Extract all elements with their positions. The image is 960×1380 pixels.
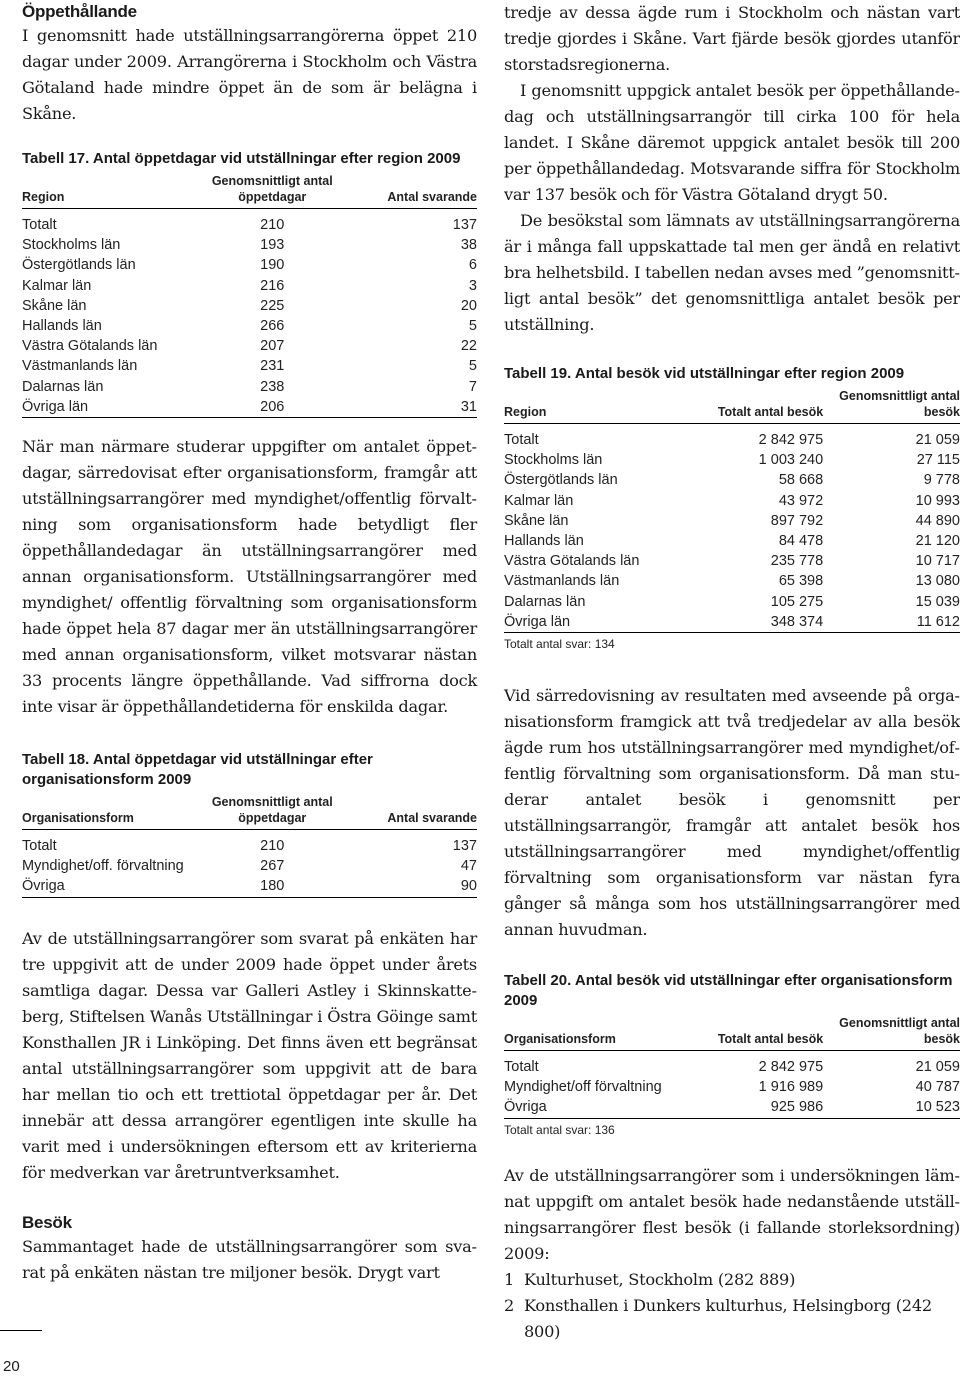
paragraph-average-visits: I genomsnitt uppgick antalet besök per öppethållandedag och utställningsarrangör till cirka 100 för hela landet. I Skåne däremot uppgick antalet besök till 200 per öppethållandedag. Motsvarande siffra för Stockholm var 137 besök och för Västra Götaland drygt 50. <box>504 81 960 204</box>
table-row <box>22 336 477 356</box>
table-18-caption: Tabell 18. Antal öppetdagar vid utställningar efter organisationsform 2009 <box>22 751 373 789</box>
table-cell: Västmanlands län <box>22 358 138 375</box>
table-row <box>22 377 477 397</box>
table-17-grid <box>22 173 477 418</box>
table-18-body <box>22 830 477 898</box>
table-cell: 180 <box>204 876 341 897</box>
ranking-item <box>504 1267 960 1293</box>
right-column <box>504 0 960 1345</box>
ranking-number: 2 <box>504 1295 515 1315</box>
table-cell: 13 080 <box>915 573 960 590</box>
page-number: 20 <box>3 1358 20 1375</box>
table-20-body <box>504 1051 960 1119</box>
table-cell: Myndighet/off. förvaltning <box>22 858 184 875</box>
table-cell: 7 <box>468 378 477 395</box>
table-header-cell: Region <box>22 173 204 209</box>
table-17-caption: Tabell 17. Antal öppetdagar vid utställningar efter region 2009 <box>22 150 461 167</box>
table-cell: 90 <box>341 876 478 897</box>
table-cell: 231 <box>260 358 285 375</box>
table-19-grid <box>504 388 960 633</box>
table-cell: Skåne län <box>504 512 569 529</box>
table-row <box>22 296 477 316</box>
ranking-text: Konsthallen i Dunkers kulturhus, Helsingborg (242 800) <box>524 1295 932 1341</box>
table-cell: 210 <box>260 217 285 233</box>
paragraph-organisation-split: Vid särredovisning av resultaten med avseende på organisationsform framgick att två tredjedelar av alla besök ägde rum hos utställningsarrangörer med myndighet/offentlig förvaltning som organisationsform. Då man studerar antalet besök i genomsnitt per utställningsarrangör, framgår att antalet besök hos utställningsarrangörer med myndighet/offentlig förvaltning som organisationsform var nästan fyra gånger så många som hos utställningsarrangörer med annan huvudman. <box>504 686 960 940</box>
table-row <box>22 397 477 418</box>
paragraph-opening: I genomsnitt hade utställningsarrangörerna öppet 210 dagar under 2009. Arrangörerna i Stockholm och Västra Götaland hade mindre öppet än de som är belägna i Skåne. <box>22 26 477 123</box>
paragraph-continued: tredje av dessa ägde rum i Stockholm och nästan vart tredje gjordes i Skåne. Vart fjärde besök gjordes utanför storstadsregionerna. <box>504 3 960 74</box>
paragraph-estimates: De besökstal som lämnats av utställningsarrangörerna är i många fall uppskattade tal men ger ändå en relativt bra helhetsbild. I tabellen nedan avses med ”genomsnittligt antal besök” det genomsnittliga antalet besök per utställning. <box>504 211 960 334</box>
section-heading-besok: Besök <box>22 1212 72 1232</box>
table-cell: 22 <box>460 338 477 355</box>
table-17 <box>22 149 477 418</box>
table-cell: 5 <box>468 358 477 375</box>
table-cell: Övriga <box>504 1097 686 1118</box>
table-cell: 266 <box>260 318 285 335</box>
table-row <box>22 356 477 376</box>
table-20 <box>504 971 960 1139</box>
table-cell: 21 059 <box>915 432 960 448</box>
table-row <box>22 276 477 296</box>
table-cell: 238 <box>260 378 285 395</box>
table-row <box>504 424 960 451</box>
ranking-item <box>504 1293 960 1345</box>
table-cell: 225 <box>260 297 285 314</box>
table-18-grid <box>22 794 477 898</box>
table-20-caption: Tabell 20. Antal besök vid utställningar efter organisationsform 2009 <box>504 972 953 1010</box>
table-cell: 6 <box>468 257 477 274</box>
table-cell: Västra Götalands län <box>504 553 640 570</box>
table-header-cell: Totalt antal besök <box>686 1015 823 1051</box>
table-row <box>504 612 960 633</box>
table-cell: 27 115 <box>916 452 960 469</box>
table-cell: 216 <box>260 277 285 294</box>
table-cell: 897 792 <box>770 512 824 529</box>
table-header-cell: Region <box>504 388 686 424</box>
table-cell: 84 478 <box>778 533 824 550</box>
table-19-note: Totalt antal svar: 134 <box>504 637 615 652</box>
table-cell: 348 374 <box>686 612 823 633</box>
table-header-cell: Genomsnittligt antal öppetdagar <box>204 794 341 830</box>
table-cell: 190 <box>260 257 285 274</box>
table-cell: 1 916 989 <box>758 1079 824 1096</box>
table-header-cell: Antal svarande <box>341 794 478 830</box>
table-cell: 5 <box>468 318 477 335</box>
table-cell: 1 003 240 <box>758 452 824 469</box>
table-row <box>22 876 477 897</box>
table-20-note: Totalt antal svar: 136 <box>504 1122 615 1137</box>
table-cell: Stockholms län <box>504 452 603 469</box>
table-row <box>504 551 960 571</box>
table-cell: Dalarnas län <box>504 593 586 610</box>
table-cell: 38 <box>460 237 477 254</box>
table-cell: Totalt <box>22 838 57 855</box>
table-row <box>22 830 477 857</box>
table-row <box>22 255 477 275</box>
footer-rule <box>0 1330 42 1331</box>
paragraph-organisationsform: När man närmare studerar uppgifter om antalet öppetdagar, särredovisat efter organisationsform, framgår att utställningsarrangörer med myndighet/offentlig förvaltning som organisationsform hade betydligt fler öppethållandedagar än utställningsarrangörer med annan organisationsform. Utställningsarrangörer med myndighet/ offentlig förvaltning som organisationsform hade öppet hela 87 dagar mer än utställningsarrangörer med annan organisationsform, vilket motsvarar nästan 33 procents längre öppethållande. Vad siffrorna dock inte visar är öppethållandetiderna för enskilda dagar. <box>22 437 477 717</box>
table-cell: 65 398 <box>778 573 824 590</box>
table-cell: 47 <box>460 858 477 875</box>
table-cell: 11 612 <box>823 612 960 633</box>
table-cell: 137 <box>452 838 477 855</box>
table-cell: 40 787 <box>915 1079 960 1096</box>
table-cell: 20 <box>460 297 477 314</box>
table-cell: 10 993 <box>915 492 960 509</box>
table-cell: Västmanlands län <box>504 573 620 590</box>
table-cell: 43 972 <box>778 492 824 509</box>
table-row <box>22 316 477 336</box>
table-cell: Totalt <box>22 217 57 233</box>
table-cell: Västra Götalands län <box>22 338 158 355</box>
left-column <box>22 0 477 1286</box>
table-cell: 235 778 <box>770 553 824 570</box>
table-row <box>504 1051 960 1078</box>
section-heading-oppethallande: Öppethållande <box>22 2 137 21</box>
table-header-cell: Genomsnittligt antal besök <box>823 388 960 424</box>
table-cell: Övriga län <box>22 397 204 418</box>
table-row <box>22 235 477 255</box>
table-row <box>504 531 960 551</box>
table-cell: Kalmar län <box>504 492 574 509</box>
table-header-cell: Genomsnittligt antal öppetdagar <box>204 173 341 209</box>
table-19 <box>504 364 960 653</box>
table-cell: 2 842 975 <box>758 432 824 448</box>
table-cell: Myndighet/off förvaltning <box>504 1079 662 1096</box>
table-20-grid <box>504 1015 960 1119</box>
table-cell: 193 <box>260 237 285 254</box>
ranking-text: Kulturhuset, Stockholm (282 889) <box>524 1269 796 1289</box>
paragraph-besok: Sammantaget hade de utställningsarrangörer som svarat på enkäten nästan tre miljoner besök. Drygt vart <box>22 1236 477 1282</box>
table-row <box>504 491 960 511</box>
table-cell: 31 <box>341 397 478 418</box>
table-row <box>504 450 960 470</box>
table-19-caption: Tabell 19. Antal besök vid utställningar efter region 2009 <box>504 365 905 382</box>
table-cell: Östergötlands län <box>22 257 136 274</box>
table-cell: 207 <box>260 338 285 355</box>
table-row <box>22 209 477 236</box>
table-row <box>504 511 960 531</box>
table-cell: 267 <box>260 858 285 875</box>
table-cell: 137 <box>452 217 477 233</box>
table-cell: 44 890 <box>915 512 960 529</box>
table-cell: Stockholms län <box>22 237 121 254</box>
table-header-cell: Genomsnittligt antal besök <box>823 1015 960 1051</box>
ranking-list <box>504 1267 960 1345</box>
table-19-body <box>504 424 960 633</box>
table-cell: 58 668 <box>778 472 824 489</box>
paragraph-year-round: Av de utställningsarrangörer som svarat på enkäten har tre uppgivit att de under 2009 hade öppet under årets samtliga dagar. Dessa var Galleri Astley i Skinnskatteberg, Stiftelsen Wanås Utställningar i Östra Göinge samt Konsthallen JR i Linköping. Det finns även ett begränsat antal utställningsarrangörer som uppgivit att de bara har mellan tio och ett trettiotal öppetdagar per år. Det innebär att dessa arrangörer egentligen inte skulle ha varit med i undersökningen eftersom ett av kriterierna för medverkan var åretruntverksamhet. <box>22 928 477 1182</box>
table-header-cell: Totalt antal besök <box>686 388 823 424</box>
table-row <box>504 470 960 490</box>
table-cell: Skåne län <box>22 297 87 314</box>
table-cell: 3 <box>468 277 477 294</box>
table-cell: Totalt <box>504 432 539 448</box>
table-cell: 925 986 <box>686 1097 823 1118</box>
table-cell: Övriga län <box>504 612 686 633</box>
table-header-cell: Organisationsform <box>22 794 204 830</box>
table-row <box>504 571 960 591</box>
table-cell: 10 717 <box>915 553 960 570</box>
table-cell: 2 842 975 <box>758 1059 824 1076</box>
table-cell: 206 <box>204 397 341 418</box>
table-cell: Dalarnas län <box>22 378 104 395</box>
table-cell: 10 523 <box>823 1097 960 1118</box>
table-cell: 9 778 <box>923 472 960 489</box>
table-18 <box>22 750 477 898</box>
table-cell: 15 039 <box>915 593 960 610</box>
ranking-number: 1 <box>504 1269 515 1289</box>
table-cell: 21 059 <box>915 1059 960 1076</box>
table-cell: Kalmar län <box>22 277 92 294</box>
table-row <box>504 1077 960 1097</box>
paragraph-most-visited: Av de utställningsarrangörer som i undersökningen lämnat uppgift om antalet besök hade nedanstående utställningsarrangörer flest besök (i fallande storleksordning) 2009: <box>504 1165 960 1263</box>
table-header-cell: Antal svarande <box>341 173 478 209</box>
table-cell: 105 275 <box>770 593 824 610</box>
table-row <box>22 856 477 876</box>
table-cell: Hallands län <box>504 533 584 550</box>
table-cell: Östergötlands län <box>504 472 618 489</box>
table-header-cell: Organisationsform <box>504 1015 686 1051</box>
table-cell: Hallands län <box>22 318 102 335</box>
table-cell: Övriga <box>22 876 204 897</box>
table-row <box>504 1097 960 1118</box>
table-cell: Totalt <box>504 1059 539 1076</box>
table-cell: 210 <box>260 838 285 855</box>
table-row <box>504 592 960 612</box>
table-cell: 21 120 <box>915 533 960 550</box>
table-17-body <box>22 209 477 418</box>
